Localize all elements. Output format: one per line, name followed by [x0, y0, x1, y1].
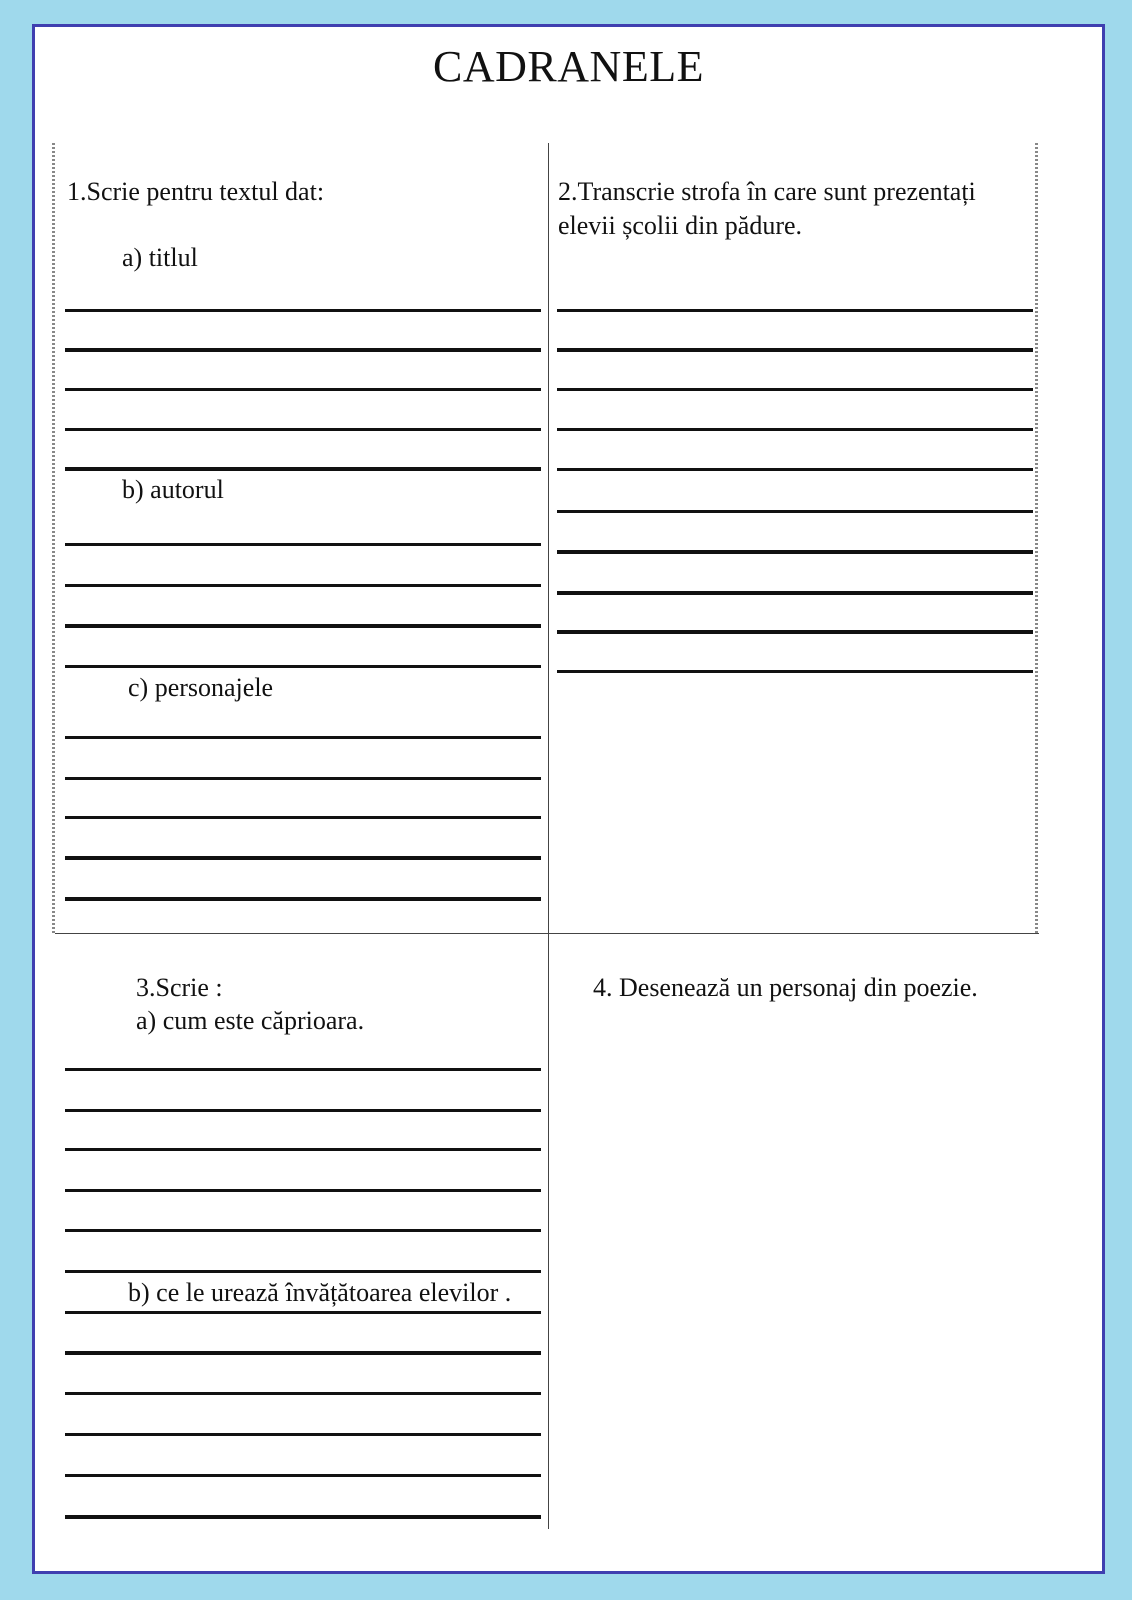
answer-line: [65, 897, 541, 901]
q1-b-label: b) autorul: [122, 475, 224, 504]
answer-line: [65, 388, 541, 391]
answer-line: [65, 777, 541, 780]
answer-line: [65, 543, 541, 546]
answer-line: [557, 630, 1033, 634]
answer-line: [65, 1270, 541, 1273]
answer-line: [65, 309, 541, 312]
q1-c-label: c) personajele: [128, 673, 274, 702]
answer-line: [557, 591, 1033, 595]
answer-line: [65, 624, 541, 628]
answer-line: [65, 1351, 541, 1355]
answer-line: [557, 348, 1033, 352]
answer-line: [65, 736, 541, 739]
answer-line: [65, 1515, 541, 1519]
answer-line: [65, 1189, 541, 1192]
answer-line: [65, 1148, 541, 1151]
q2-prompt: 2.Transcrie strofa în care sunt prezentați elevii școlii din pădure.: [558, 177, 976, 240]
q3-prompt: 3.Scrie :: [136, 973, 223, 1002]
q3-b-label: b) ce le urează învățătoarea elevilor .: [128, 1278, 512, 1307]
answer-line: [65, 428, 541, 431]
answer-line: [65, 467, 541, 471]
answer-line: [65, 1392, 541, 1395]
answer-line: [65, 1474, 541, 1477]
right-dotted-border: [1035, 143, 1038, 933]
page-title: CADRANELE: [433, 42, 704, 91]
answer-line: [65, 856, 541, 860]
answer-line: [65, 816, 541, 819]
answer-line: [65, 1068, 541, 1071]
answer-line: [557, 510, 1033, 513]
answer-line: [557, 388, 1033, 391]
answer-line: [65, 584, 541, 587]
answer-line: [557, 550, 1033, 554]
worksheet-page: [32, 24, 1105, 1574]
q4-prompt: 4. Desenează un personaj din poezie.: [593, 973, 978, 1002]
answer-line: [65, 348, 541, 352]
vertical-divider: [548, 143, 549, 1529]
answer-line: [65, 1109, 541, 1112]
answer-line: [557, 670, 1033, 673]
q1-prompt: 1.Scrie pentru textul dat:: [67, 177, 325, 206]
horizontal-divider: [55, 933, 1039, 934]
left-dotted-border: [52, 143, 55, 933]
q1-a-label: a) titlul: [122, 243, 198, 272]
answer-line: [557, 428, 1033, 431]
answer-line: [557, 309, 1033, 312]
answer-line: [557, 468, 1033, 471]
answer-line: [65, 1229, 541, 1232]
q3-a-label: a) cum este căprioara.: [136, 1006, 365, 1035]
answer-line: [65, 1311, 541, 1314]
answer-line: [65, 665, 541, 668]
answer-line: [65, 1433, 541, 1436]
